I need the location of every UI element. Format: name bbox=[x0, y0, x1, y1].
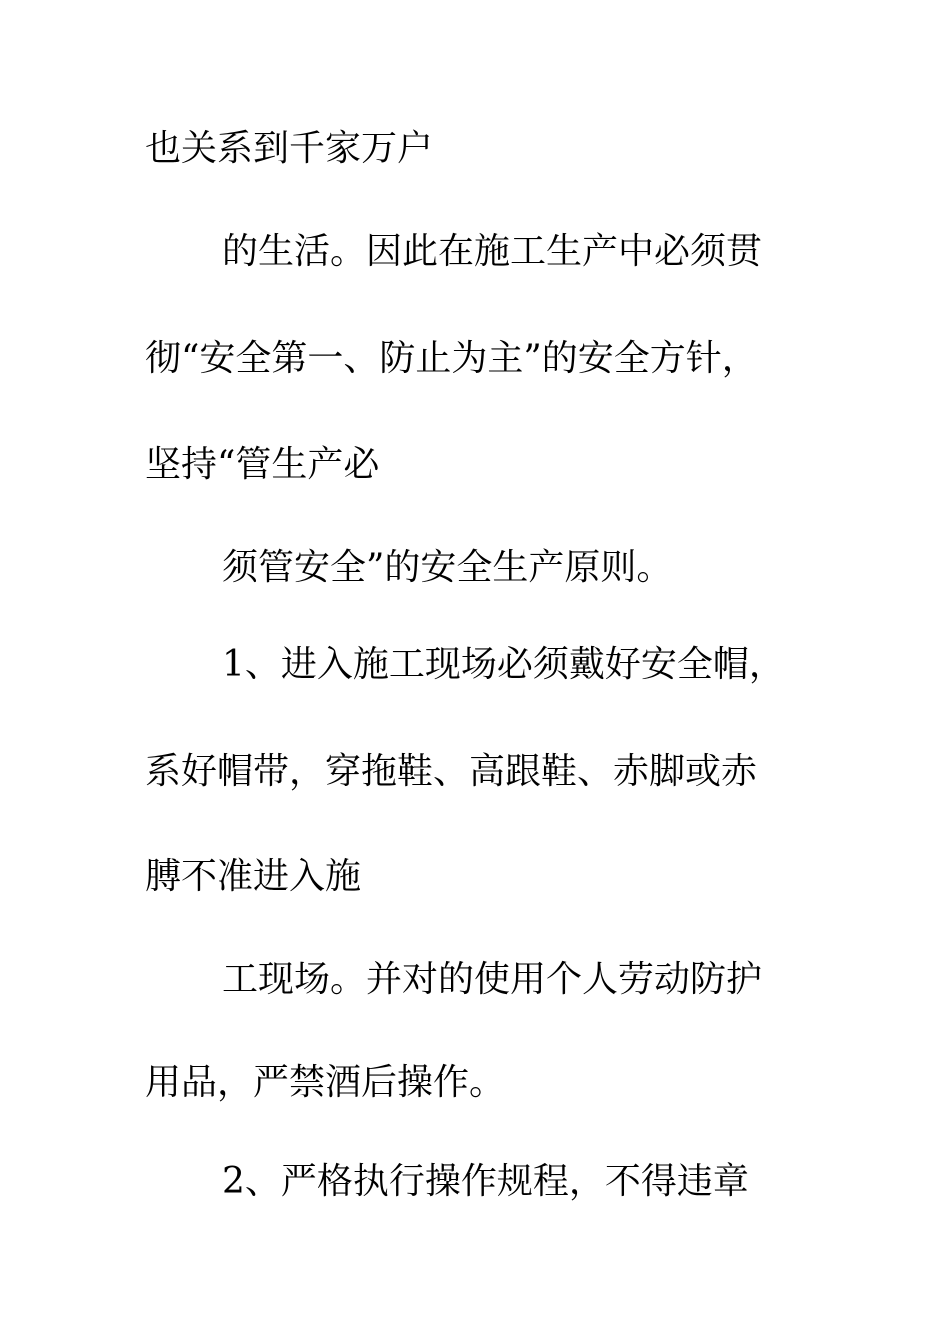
text-line-11: 2、严格执行操作规程，不得违章 bbox=[222, 1161, 749, 1202]
text-line-8: 膊不准进入施 bbox=[145, 856, 362, 897]
text-line-4: 坚持“管生产必 bbox=[145, 444, 380, 485]
text-line-3: 彻“安全第一、防止为主”的安全方针， bbox=[145, 338, 758, 379]
text-line-5: 须管安全”的安全生产原则。 bbox=[222, 547, 673, 588]
text-line-2: 的生活。因此在施工生产中必须贯 bbox=[222, 231, 763, 272]
text-line-1: 也关系到千家万户 bbox=[145, 128, 434, 169]
text-line-7: 系好帽带，穿拖鞋、高跟鞋、赤脚或赤 bbox=[145, 751, 758, 792]
text-line-6: 1、进入施工现场必须戴好安全帽， bbox=[222, 644, 785, 685]
text-line-9: 工现场。并对的使用个人劳动防护 bbox=[222, 959, 763, 1000]
text-line-10: 用品，严禁酒后操作。 bbox=[145, 1062, 506, 1103]
